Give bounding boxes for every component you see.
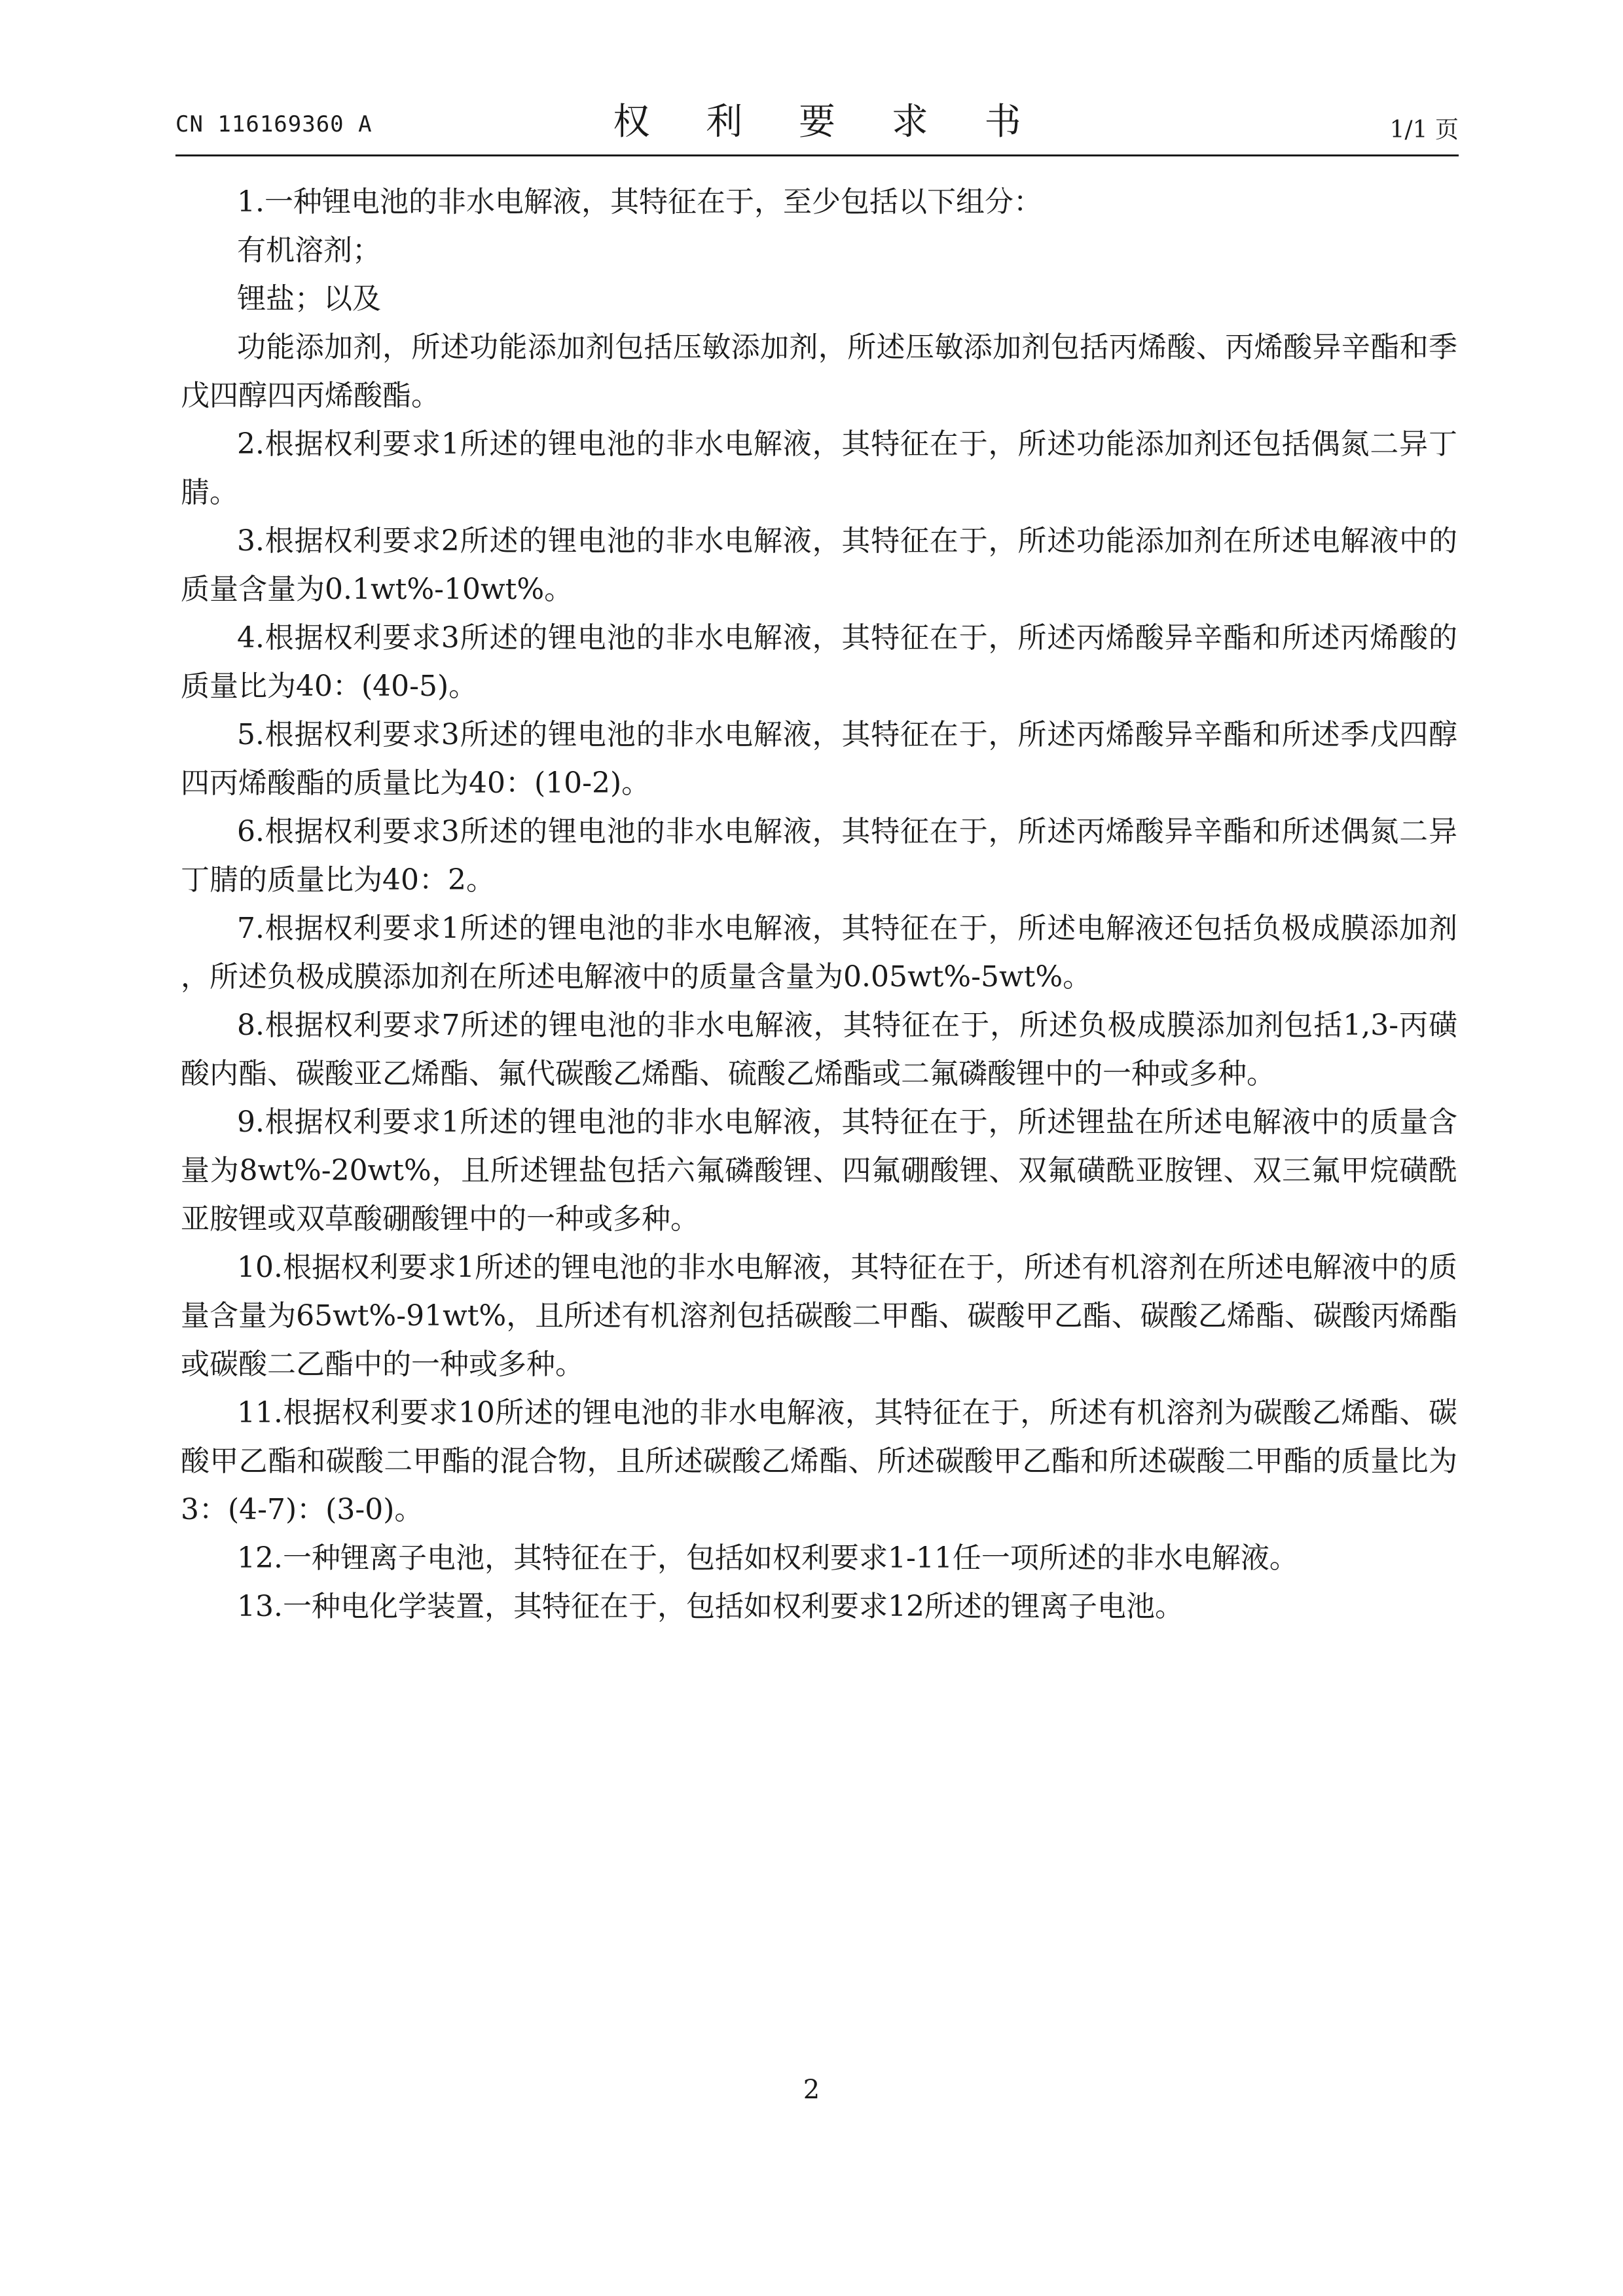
claim-1-component-lithium-salt: 锂盐；以及 <box>237 282 381 315</box>
claim-2: 2.根据权利要求1所述的锂电池的非水电解液，其特征在于，所述功能添加剂还包括偶氮二异丁腈。 <box>181 427 1457 509</box>
claims-body <box>181 178 1457 1631</box>
claim-5: 5.根据权利要求3所述的锂电池的非水电解液，其特征在于，所述丙烯酸异辛酯和所述季戊四醇四丙烯酸酯的质量比为40：(10-2)。 <box>181 718 1457 800</box>
claim-12: 12.一种锂离子电池，其特征在于，包括如权利要求1-11任一项所述的非水电解液。 <box>237 1541 1298 1575</box>
claim-10: 10.根据权利要求1所述的锂电池的非水电解液，其特征在于，所述有机溶剂在所述电解液中的质量含量为65wt%-91wt%，且所述有机溶剂包括碳酸二甲酯、碳酸甲乙酯、碳酸乙烯酯、碳酸丙烯酯或碳酸二乙酯中的一种或多种。 <box>181 1251 1457 1381</box>
claim-8: 8.根据权利要求7所述的锂电池的非水电解液，其特征在于，所述负极成膜添加剂包括1,3-丙磺酸内酯、碳酸亚乙烯酯、氟代碳酸乙烯酯、硫酸乙烯酯或二氟磷酸锂中的一种或多种。 <box>181 1009 1457 1090</box>
publication-number: CN 116169360 A <box>175 111 373 137</box>
claim-6: 6.根据权利要求3所述的锂电池的非水电解液，其特征在于，所述丙烯酸异辛酯和所述偶氮二异丁腈的质量比为40：2。 <box>181 815 1457 897</box>
page-header <box>175 92 1459 157</box>
claim-11: 11.根据权利要求10所述的锂电池的非水电解液，其特征在于，所述有机溶剂为碳酸乙烯酯、碳酸甲乙酯和碳酸二甲酯的混合物，且所述碳酸乙烯酯、所述碳酸甲乙酯和所述碳酸二甲酯的质量比为3：(4-7)：(3-0)。 <box>181 1396 1457 1526</box>
header-rule <box>175 154 1459 156</box>
claim-9: 9.根据权利要求1所述的锂电池的非水电解液，其特征在于，所述锂盐在所述电解液中的质量含量为8wt%-20wt%，且所述锂盐包括六氟磷酸锂、四氟硼酸锂、双氟磺酰亚胺锂、双三氟甲烷磺酰亚胺锂或双草酸硼酸锂中的一种或多种。 <box>181 1105 1457 1236</box>
claim-7: 7.根据权利要求1所述的锂电池的非水电解液，其特征在于，所述电解液还包括负极成膜添加剂，所述负极成膜添加剂在所述电解液中的质量含量为0.05wt%-5wt%。 <box>181 912 1457 994</box>
claim-1-component-organic-solvent: 有机溶剂； <box>237 234 381 267</box>
page-of-indicator: 1/1 页 <box>1389 117 1459 143</box>
claim-13: 13.一种电化学装置，其特征在于，包括如权利要求12所述的锂离子电池。 <box>237 1590 1184 1623</box>
claim-1-component-additive: 功能添加剂，所述功能添加剂包括压敏添加剂，所述压敏添加剂包括丙烯酸、丙烯酸异辛酯和季戊四醇四丙烯酸酯。 <box>181 331 1457 412</box>
claim-1: 1.一种锂电池的非水电解液，其特征在于，至少包括以下组分： <box>237 185 1042 219</box>
document-title: 权 利 要 求 书 <box>613 101 1044 143</box>
claim-4: 4.根据权利要求3所述的锂电池的非水电解液，其特征在于，所述丙烯酸异辛酯和所述丙烯酸的质量比为40：(40-5)。 <box>181 621 1457 703</box>
page-number: 2 <box>803 2075 820 2105</box>
claim-3: 3.根据权利要求2所述的锂电池的非水电解液，其特征在于，所述功能添加剂在所述电解液中的质量含量为0.1wt%-10wt%。 <box>181 524 1457 606</box>
